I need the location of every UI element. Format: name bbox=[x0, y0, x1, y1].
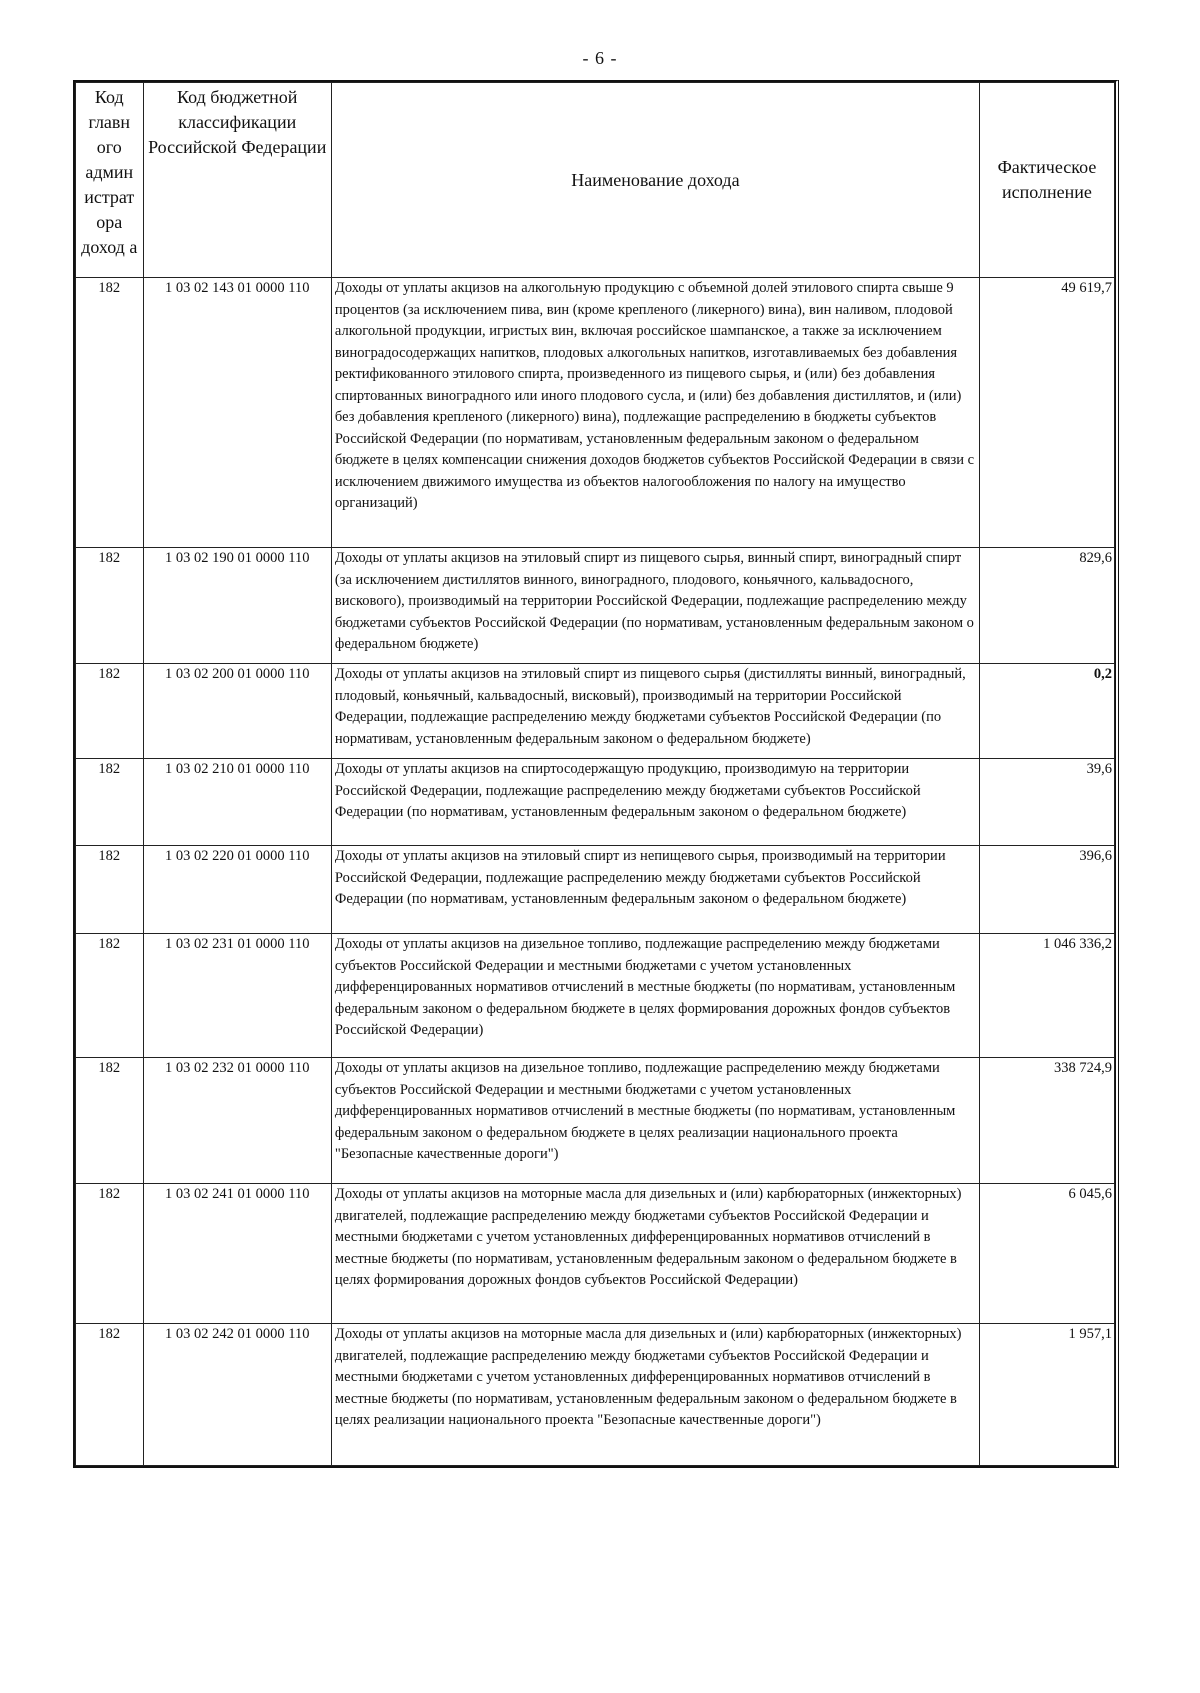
cell-budget-classification-code: 1 03 02 242 01 0000 110 bbox=[143, 1324, 331, 1466]
page-number: - 6 - bbox=[582, 48, 618, 68]
cell-admin-code: 182 bbox=[76, 548, 144, 664]
header-admin-code: Код главн ого админ истрат ора доход а bbox=[76, 83, 144, 278]
cell-revenue-name: Доходы от уплаты акцизов на спиртосодержащую продукцию, производимую на территории Российской Федерации, подлежащие распределению между бюджетами субъектов Российской Федерации (по нормативам, установленным федеральным законом о федеральном бюджете) bbox=[331, 759, 979, 846]
cell-admin-code: 182 bbox=[76, 664, 144, 759]
cell-admin-code: 182 bbox=[76, 1058, 144, 1184]
table-row bbox=[76, 934, 1115, 1058]
cell-actual-execution: 0,2 bbox=[979, 664, 1114, 759]
cell-admin-code: 182 bbox=[76, 934, 144, 1058]
cell-admin-code: 182 bbox=[76, 759, 144, 846]
cell-actual-execution: 1 957,1 bbox=[979, 1324, 1114, 1466]
table-row bbox=[76, 278, 1115, 548]
table-body bbox=[76, 278, 1115, 1466]
cell-admin-code: 182 bbox=[76, 1324, 144, 1466]
table-row bbox=[76, 664, 1115, 759]
cell-actual-execution: 396,6 bbox=[979, 846, 1114, 934]
cell-admin-code: 182 bbox=[76, 846, 144, 934]
revenue-table bbox=[75, 82, 1115, 1466]
cell-budget-classification-code: 1 03 02 200 01 0000 110 bbox=[143, 664, 331, 759]
table-header-row bbox=[76, 83, 1115, 278]
cell-revenue-name: Доходы от уплаты акцизов на дизельное топливо, подлежащие распределению между бюджетами субъектов Российской Федерации и местными бюджетами с учетом установленных дифференцированных нормативов отчислений в местные бюджеты (по нормативам, установленным федеральным законом о федеральном бюджете в целях реализации национального проекта "Безопасные качественные дороги") bbox=[331, 1058, 979, 1184]
cell-budget-classification-code: 1 03 02 190 01 0000 110 bbox=[143, 548, 331, 664]
header-budget-classification-code: Код бюджетной классификации Российской Федерации bbox=[143, 83, 331, 278]
cell-budget-classification-code: 1 03 02 241 01 0000 110 bbox=[143, 1184, 331, 1324]
cell-budget-classification-code: 1 03 02 220 01 0000 110 bbox=[143, 846, 331, 934]
cell-actual-execution: 39,6 bbox=[979, 759, 1114, 846]
cell-actual-execution: 829,6 bbox=[979, 548, 1114, 664]
table-row bbox=[76, 759, 1115, 846]
cell-revenue-name: Доходы от уплаты акцизов на алкогольную продукцию с объемной долей этилового спирта свыше 9 процентов (за исключением пива, вин (кроме крепленого (ликерного) вина), вин наливом, плодовой алкогольной продукции, игристых вин, включая российское шампанское, а также за исключением виноградосодержащих напитков, плодовых алкогольных напитков, изготавливаемых без добавления ректификованного этилового спирта, произведенного из пищевого сырья, и (или) без добавления спиртованных виноградного или иного плодового сусла, и (или) без добавления дистиллятов, и (или) без добавления крепленого (ликерного) вина), подлежащие распределению в бюджеты субъектов Российской Федерации (по нормативам, установленным федеральным законом о федеральном бюджете в целях компенсации снижения доходов бюджетов субъектов Российской Федерации в связи с исключением движимого имущества из объектов налогообложения по налогу на имущество организаций) bbox=[331, 278, 979, 548]
table-row bbox=[76, 846, 1115, 934]
cell-admin-code: 182 bbox=[76, 278, 144, 548]
cell-revenue-name: Доходы от уплаты акцизов на этиловый спирт из пищевого сырья, винный спирт, виноградный спирт (за исключением дистиллятов винного, виноградного, плодового, коньячного, кальвадосного, вискового), производимый на территории Российской Федерации, подлежащие распределению между бюджетами субъектов Российской Федерации (по нормативам, установленным федеральным законом о федеральном бюджете) bbox=[331, 548, 979, 664]
cell-actual-execution: 338 724,9 bbox=[979, 1058, 1114, 1184]
cell-budget-classification-code: 1 03 02 231 01 0000 110 bbox=[143, 934, 331, 1058]
cell-actual-execution: 6 045,6 bbox=[979, 1184, 1114, 1324]
cell-budget-classification-code: 1 03 02 210 01 0000 110 bbox=[143, 759, 331, 846]
cell-actual-execution: 49 619,7 bbox=[979, 278, 1114, 548]
table-row bbox=[76, 1184, 1115, 1324]
cell-actual-execution: 1 046 336,2 bbox=[979, 934, 1114, 1058]
cell-revenue-name: Доходы от уплаты акцизов на моторные масла для дизельных и (или) карбюраторных (инжекторных) двигателей, подлежащие распределению между бюджетами субъектов Российской Федерации и местными бюджетами с учетом установленных дифференцированных нормативов отчислений в местные бюджеты (по нормативам, установленным федеральным законом о федеральном бюджете в целях реализации национального проекта "Безопасные качественные дороги") bbox=[331, 1324, 979, 1466]
header-actual-execution: Фактическое исполнение bbox=[979, 83, 1114, 278]
cell-revenue-name: Доходы от уплаты акцизов на этиловый спирт из непищевого сырья, производимый на территории Российской Федерации, подлежащие распределению между бюджетами субъектов Российской Федерации (по нормативам, установленным федеральным законом о федеральном бюджете) bbox=[331, 846, 979, 934]
cell-budget-classification-code: 1 03 02 143 01 0000 110 bbox=[143, 278, 331, 548]
cell-budget-classification-code: 1 03 02 232 01 0000 110 bbox=[143, 1058, 331, 1184]
table-row bbox=[76, 548, 1115, 664]
cell-admin-code: 182 bbox=[76, 1184, 144, 1324]
header-revenue-name: Наименование дохода bbox=[331, 83, 979, 278]
table-row bbox=[76, 1058, 1115, 1184]
revenue-table-frame bbox=[73, 80, 1119, 1468]
cell-revenue-name: Доходы от уплаты акцизов на этиловый спирт из пищевого сырья (дистилляты винный, виноградный, плодовый, коньячный, кальвадосный, висковый), производимый на территории Российской Федерации, подлежащие распределению между бюджетами субъектов Российской Федерации (по нормативам, установленным федеральным законом о федеральном бюджете) bbox=[331, 664, 979, 759]
cell-revenue-name: Доходы от уплаты акцизов на моторные масла для дизельных и (или) карбюраторных (инжекторных) двигателей, подлежащие распределению между бюджетами субъектов Российской Федерации и местными бюджетами с учетом установленных дифференцированных нормативов отчислений в местные бюджеты (по нормативам, установленным федеральным законом о федеральном бюджете в целях формирования дорожных фондов субъектов Российской Федерации) bbox=[331, 1184, 979, 1324]
cell-revenue-name: Доходы от уплаты акцизов на дизельное топливо, подлежащие распределению между бюджетами субъектов Российской Федерации и местными бюджетами с учетом установленных дифференцированных нормативов отчислений в местные бюджеты (по нормативам, установленным федеральным законом о федеральном бюджете в целях формирования дорожных фондов субъектов Российской Федерации) bbox=[331, 934, 979, 1058]
table-row bbox=[76, 1324, 1115, 1466]
